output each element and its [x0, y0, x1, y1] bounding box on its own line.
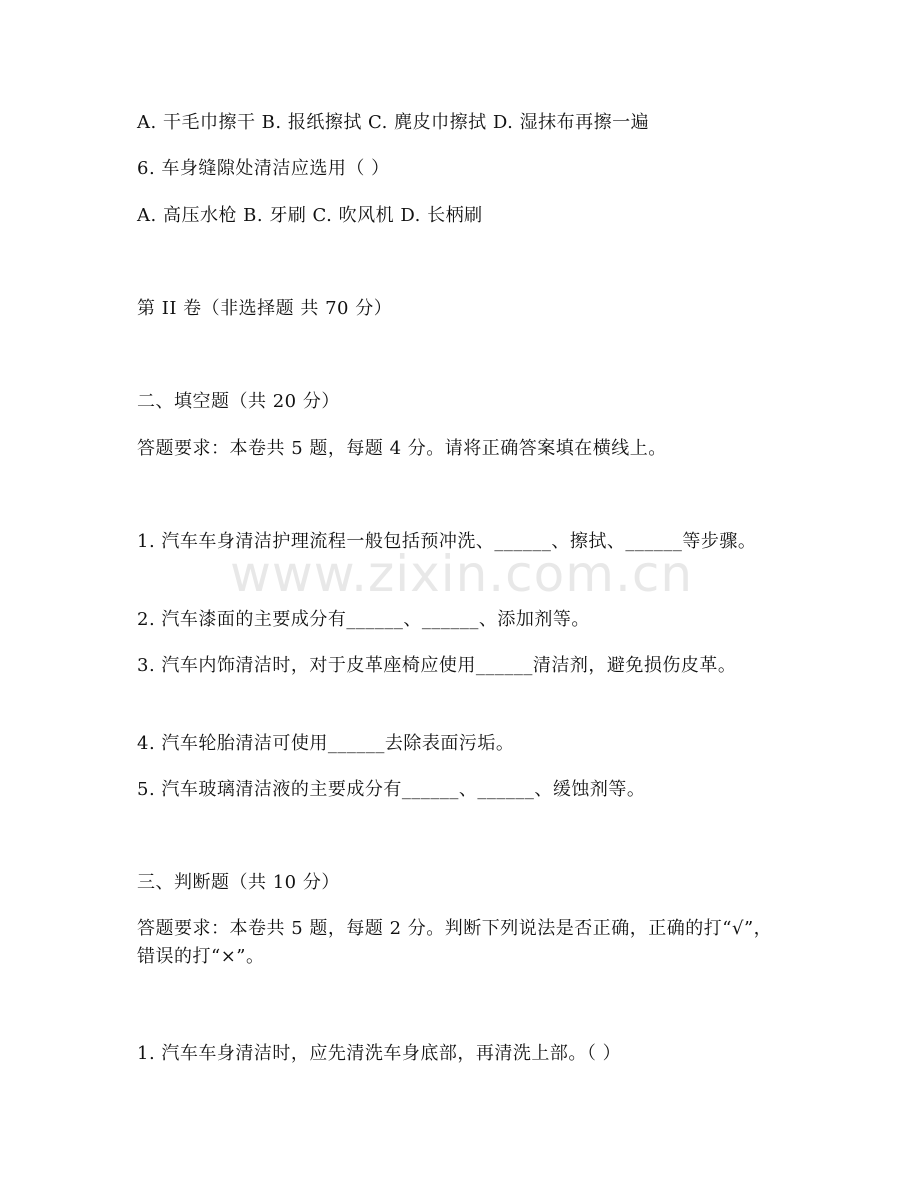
fill-blank-question-4: 4. 汽车轮胎清洁可使用______去除表面污垢。	[137, 733, 515, 754]
watermark: www.zixin.com.cn	[230, 545, 694, 603]
true-false-instructions: 答题要求：本卷共 5 题，每题 2 分。判断下列说法是否正确，正确的打“√”，错误的打“×”。	[137, 918, 773, 967]
fill-blank-question-5: 5. 汽车玻璃清洁液的主要成分有______、______、缓蚀剂等。	[137, 779, 646, 800]
question-6-options: A. 高压水枪 B. 牙刷 C. 吹风机 D. 长柄刷	[137, 205, 483, 226]
section-true-false-heading: 三、判断题（共 10 分）	[137, 872, 340, 893]
fill-blank-question-3: 3. 汽车内饰清洁时，对于皮革座椅应使用______清洁剂，避免损伤皮革。	[137, 655, 737, 676]
question-5-options: A. 干毛巾擦干 B. 报纸擦拭 C. 麂皮巾擦拭 D. 湿抹布再擦一遍	[137, 112, 650, 133]
question-6-stem: 6. 车身缝隙处清洁应选用（ ）	[137, 158, 390, 179]
fill-blank-question-2: 2. 汽车漆面的主要成分有______、______、添加剂等。	[137, 609, 590, 630]
volume-ii-heading: 第 II 卷（非选择题 共 70 分）	[137, 298, 393, 319]
true-false-question-1: 1. 汽车车身清洁时，应先清洗车身底部，再清洗上部。（ ）	[137, 1043, 622, 1064]
fill-blank-question-1: 1. 汽车车身清洁护理流程一般包括预冲洗、______、擦拭、______等步骤。	[137, 531, 757, 552]
fill-blank-instructions: 答题要求：本卷共 5 题，每题 4 分。请将正确答案填在横线上。	[137, 438, 667, 459]
section-fill-blank-heading: 二、填空题（共 20 分）	[137, 391, 340, 412]
